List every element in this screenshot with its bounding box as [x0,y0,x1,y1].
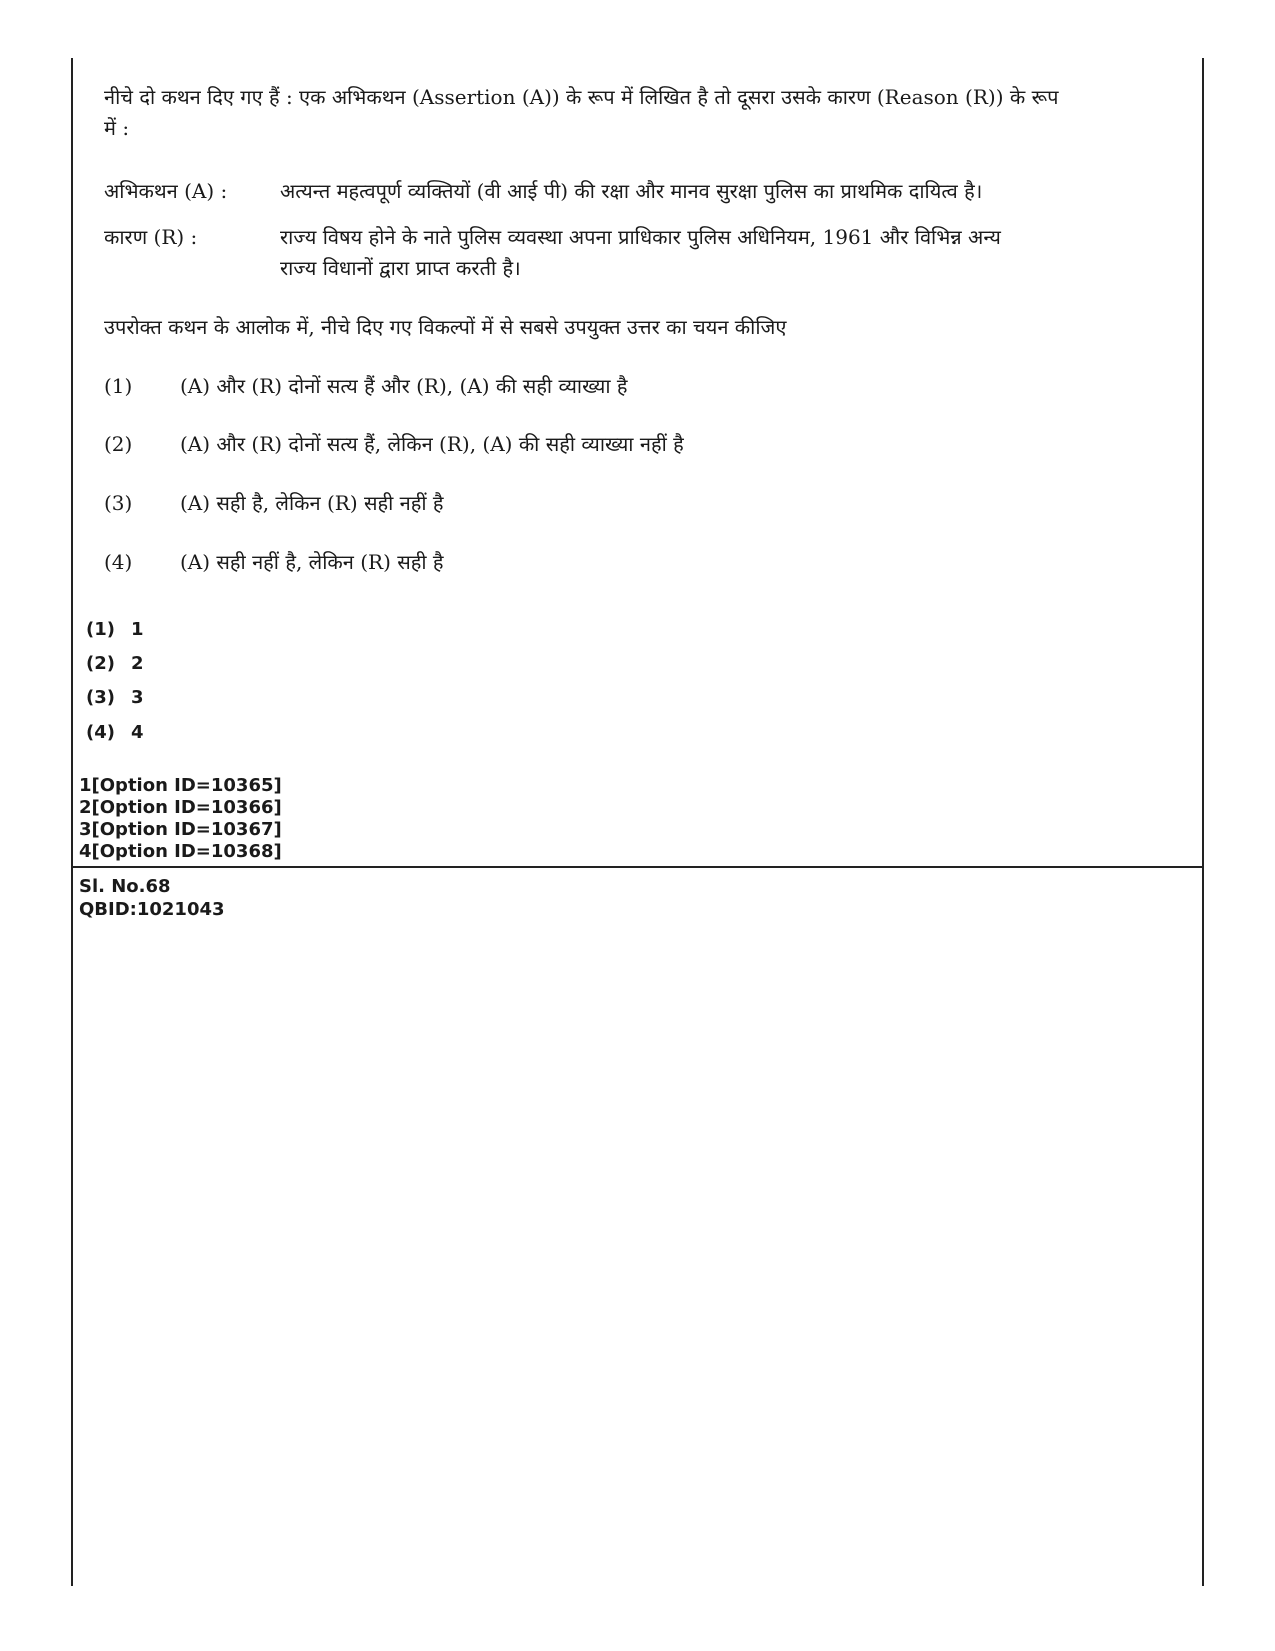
next-question-meta [79,875,225,921]
reason-text: राज्य विषय होने के नाते पुलिस व्यवस्था अपना प्राधिकार पुलिस अधिनियम, 1961 और विभिन्न अन्य राज्य विधानों द्वारा प्राप्त करती है। [280,225,1001,280]
option-id: 2[Option ID=10366] [79,797,282,818]
assertion-label: अभिकथन (A) : [104,179,228,203]
answer-option-value: 3 [131,687,144,708]
choice-number: (3) [104,491,133,515]
answer-option-3[interactable] [86,687,144,708]
answer-option-number: (1) [86,619,115,640]
answer-option-value: 2 [131,653,144,674]
choice-text: (A) सही है, लेकिन (R) सही नहीं है [180,491,444,515]
answer-option-number: (2) [86,653,115,674]
answer-option-1[interactable] [86,619,144,640]
answer-option-value: 4 [131,722,144,743]
option-id: 3[Option ID=10367] [79,819,282,840]
choice-text: (A) और (R) दोनों सत्य हैं, लेकिन (R), (A) की सही व्याख्या नहीं है [180,432,684,456]
left-border [71,58,73,1586]
question-divider [71,866,1204,868]
choice-text: (A) सही नहीं है, लेकिन (R) सही है [180,550,444,574]
answer-option-2[interactable] [86,653,144,674]
choice-number: (2) [104,432,133,456]
answer-option-4[interactable] [86,722,144,743]
question-prompt: उपरोक्त कथन के आलोक में, नीचे दिए गए विकल्पों में से सबसे उपयुक्त उत्तर का चयन कीजिए [104,315,787,339]
option-id: 4[Option ID=10368] [79,841,282,862]
answer-option-value: 1 [131,619,144,640]
answer-option-number: (4) [86,722,115,743]
option-id: 1[Option ID=10365] [79,775,282,796]
right-border [1202,58,1204,1586]
option-id-list [79,775,282,863]
serial-number: Sl. No.68 [79,876,171,897]
choice-number: (4) [104,550,133,574]
question-intro: नीचे दो कथन दिए गए हैं : एक अभिकथन (Assertion (A)) के रूप में लिखित है तो दूसरा उसके कारण (Reason (R)) के रूप में : [104,85,1059,140]
choice-number: (1) [104,374,133,398]
answer-option-number: (3) [86,687,115,708]
reason-label: कारण (R) : [104,225,198,249]
assertion-text: अत्यन्त महत्वपूर्ण व्यक्तियों (वी आई पी) की रक्षा और मानव सुरक्षा पुलिस का प्राथमिक दायित्व है। [280,179,983,203]
qbid: QBID:1021043 [79,899,225,920]
choice-text: (A) और (R) दोनों सत्य हैं और (R), (A) की सही व्याख्या है [180,374,628,398]
